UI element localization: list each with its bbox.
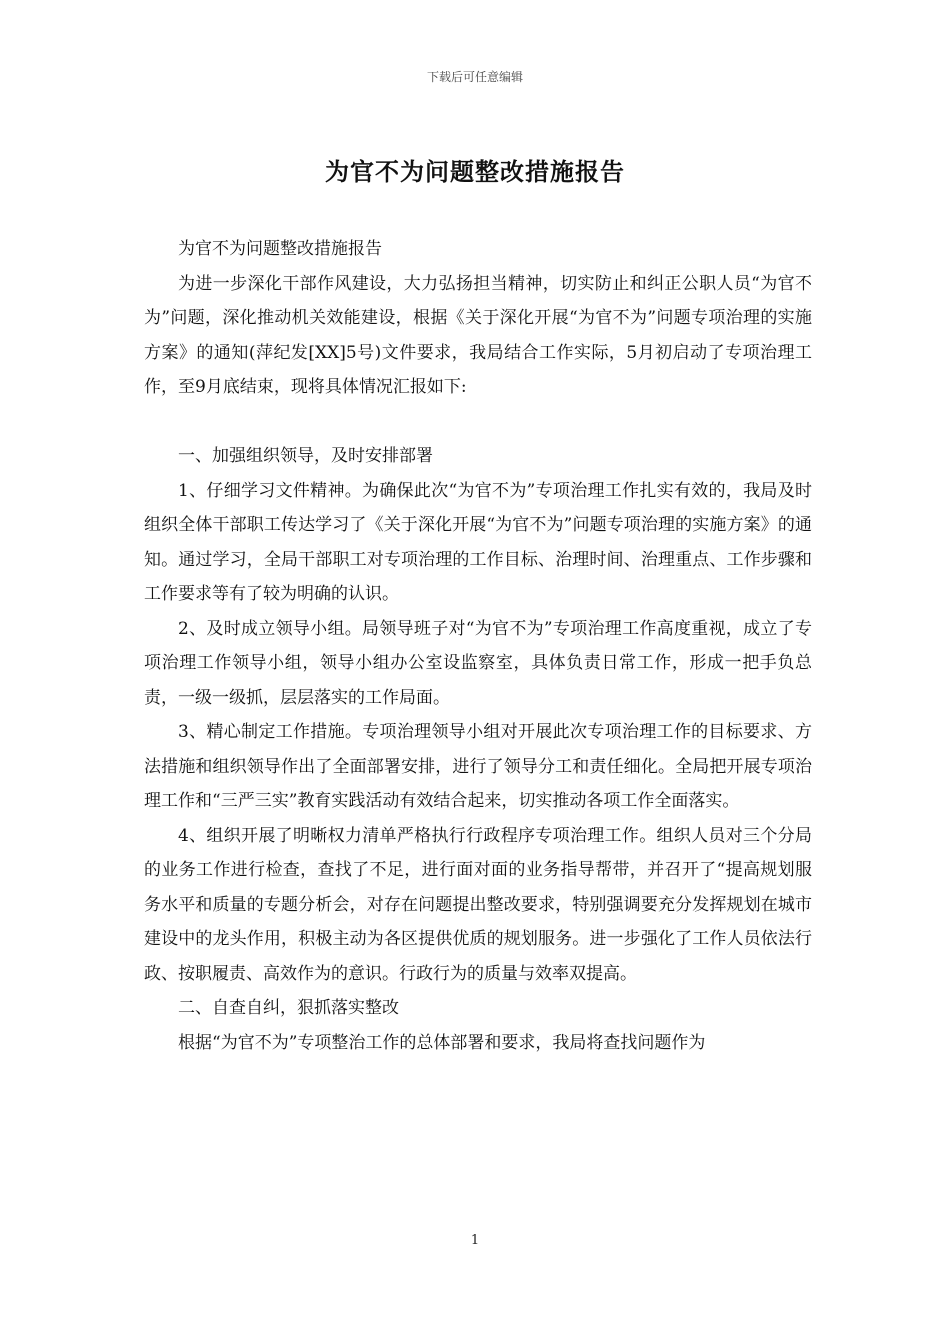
page-number: 1 — [470, 1233, 480, 1248]
header-note: 下载后可任意编辑 — [426, 70, 523, 84]
paragraph-intro: 为进一步深化干部作风建设，大力弘扬担当精神，切实防止和纠正公职人员“为官不为”问题，深化推动机关效能建设，根据《关于深化开展“为官不为”问题专项治理的实施方案》的通知(萍纪发[XX]5号)文件要求，我局结合工作实际，5月初启动了专项治理工作，至9月底结束，现将具体情况汇报如下: — [144, 273, 812, 397]
paragraph-item-4: 4、组织开展了明晰权力清单严格执行行政程序专项治理工作。组织人员对三个分局的业务工作进行检查，查找了不足，进行面对面的业务指导帮带，并召开了“提高规划服务水平和质量的专题分析会，对存在问题提出整改要求，特别强调要充分发挥规划在城市建设中的龙头作用，积极主动为各区提供优质的规划服务。进一步强化了工作人员依法行政、按职履责、高效作为的意识。行政行为的质量与效率双提高。 — [144, 825, 812, 984]
document-title: 为官不为问题整改措施报告 — [325, 157, 625, 186]
paragraph-item-2: 2、及时成立领导小组。局领导班子对“为官不为”专项治理工作高度重视，成立了专项治理工作领导小组，领导小组办公室设监察室，具体负责日常工作，形成一把手负总责，一级一级抓，层层落实的工作局面。 — [144, 618, 812, 708]
section-heading-1: 一、加强组织领导，及时安排部署 — [178, 446, 433, 466]
document-body — [144, 232, 812, 1060]
paragraph-item-1: 1、仔细学习文件精神。为确保此次“为官不为”专项治理工作扎实有效的，我局及时组织全体干部职工传达学习了《关于深化开展“为官不为”问题专项治理的实施方案》的通知。通过学习，全局干部职工对专项治理的工作目标、治理时间、治理重点、工作步骤和工作要求等有了较为明确的认识。 — [144, 480, 812, 604]
section-heading-2: 二、自查自纠，狠抓落实整改 — [178, 998, 399, 1018]
paragraph-section-2: 根据“为官不为”专项整治工作的总体部署和要求，我局将查找问题作为 — [178, 1032, 706, 1053]
paragraph-subtitle: 为官不为问题整改措施报告 — [178, 239, 382, 259]
paragraph-item-3: 3、精心制定工作措施。专项治理领导小组对开展此次专项治理工作的目标要求、方法措施和组织领导作出了全面部署安排，进行了领导分工和责任细化。全局把开展专项治理工作和“三严三实”教育实践活动有效结合起来，切实推动各项工作全面落实。 — [144, 722, 812, 811]
